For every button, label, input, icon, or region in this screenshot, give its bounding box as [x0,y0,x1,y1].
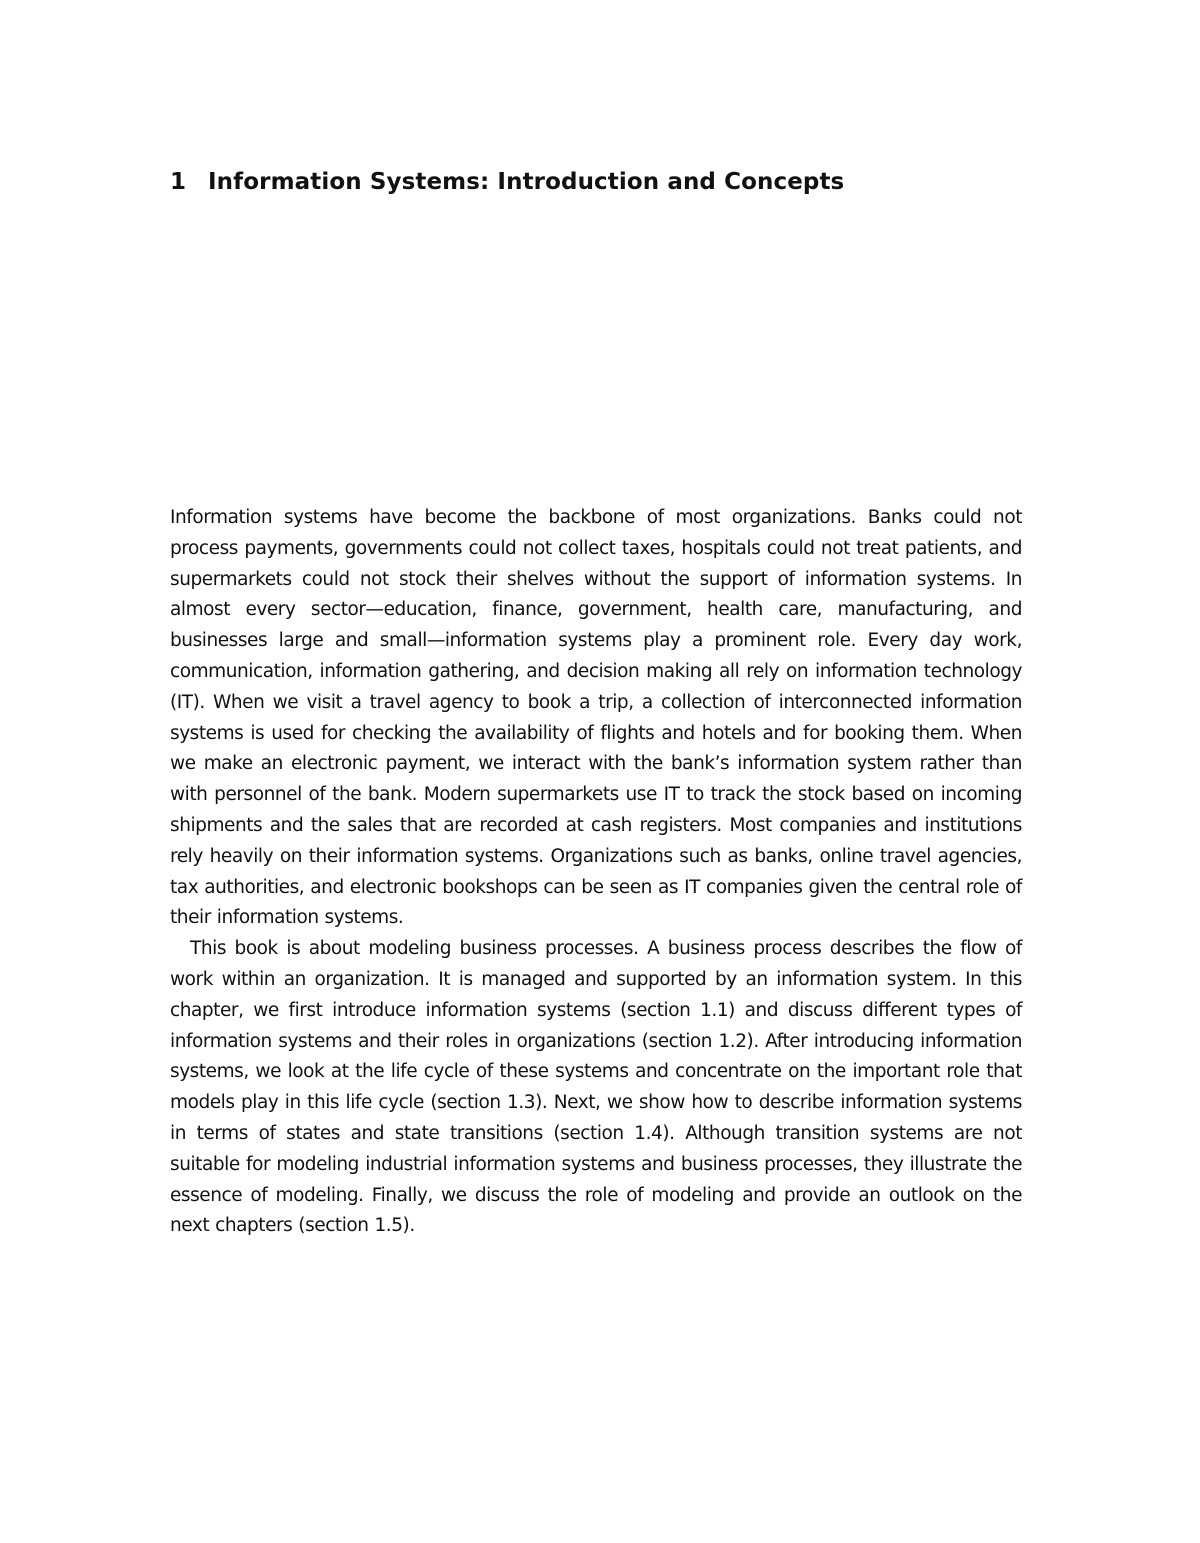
chapter-body [170,503,1022,1242]
chapter-number: 1 [170,169,187,195]
paragraph-intro: Information systems have become the backbone of most organizations. Banks could not process payments, governments could not collect taxes, hospitals could not treat patients, and supermarkets could not stock their shelves without the support of information systems. In almost every sector—education, finance, government, health care, manufacturing, and businesses large and small—information systems play a prominent role. Every day work, communication, information gathering, and decision making all rely on information technology (IT). When we visit a travel agency to book a trip, a collection of interconnected information systems is used for checking the availability of flights and hotels and for booking them. When we make an electronic payment, we interact with the bank’s information system rather than with personnel of the bank. Modern supermarkets use IT to track the stock based on incoming shipments and the sales that are recorded at cash registers. Most companies and institutions rely heavily on their information systems. Organizations such as banks, online travel agencies, tax authorities, and electronic bookshops can be seen as IT companies given the central role of their information systems. [170,507,1022,929]
paragraph-book-overview: This book is about modeling business processes. A business process describes the flow of work within an organization. It is managed and supported by an information system. In this chapter, we first introduce information systems (section 1.1) and discuss different types of information systems and their roles in organizations (section 1.2). After introducing information systems, we look at the life cycle of these systems and concentrate on the important role that models play in this life cycle (section 1.3). Next, we show how to describe information systems in terms of states and state transitions (section 1.4). Although transition systems are not suitable for modeling industrial information systems and business processes, they illustrate the essence of modeling. Finally, we discuss the role of modeling and provide an outlook on the next chapters (section 1.5). [170,938,1022,1237]
chapter-heading [170,166,1030,198]
chapter-title: Information Systems: Introduction and Concepts [208,169,845,195]
